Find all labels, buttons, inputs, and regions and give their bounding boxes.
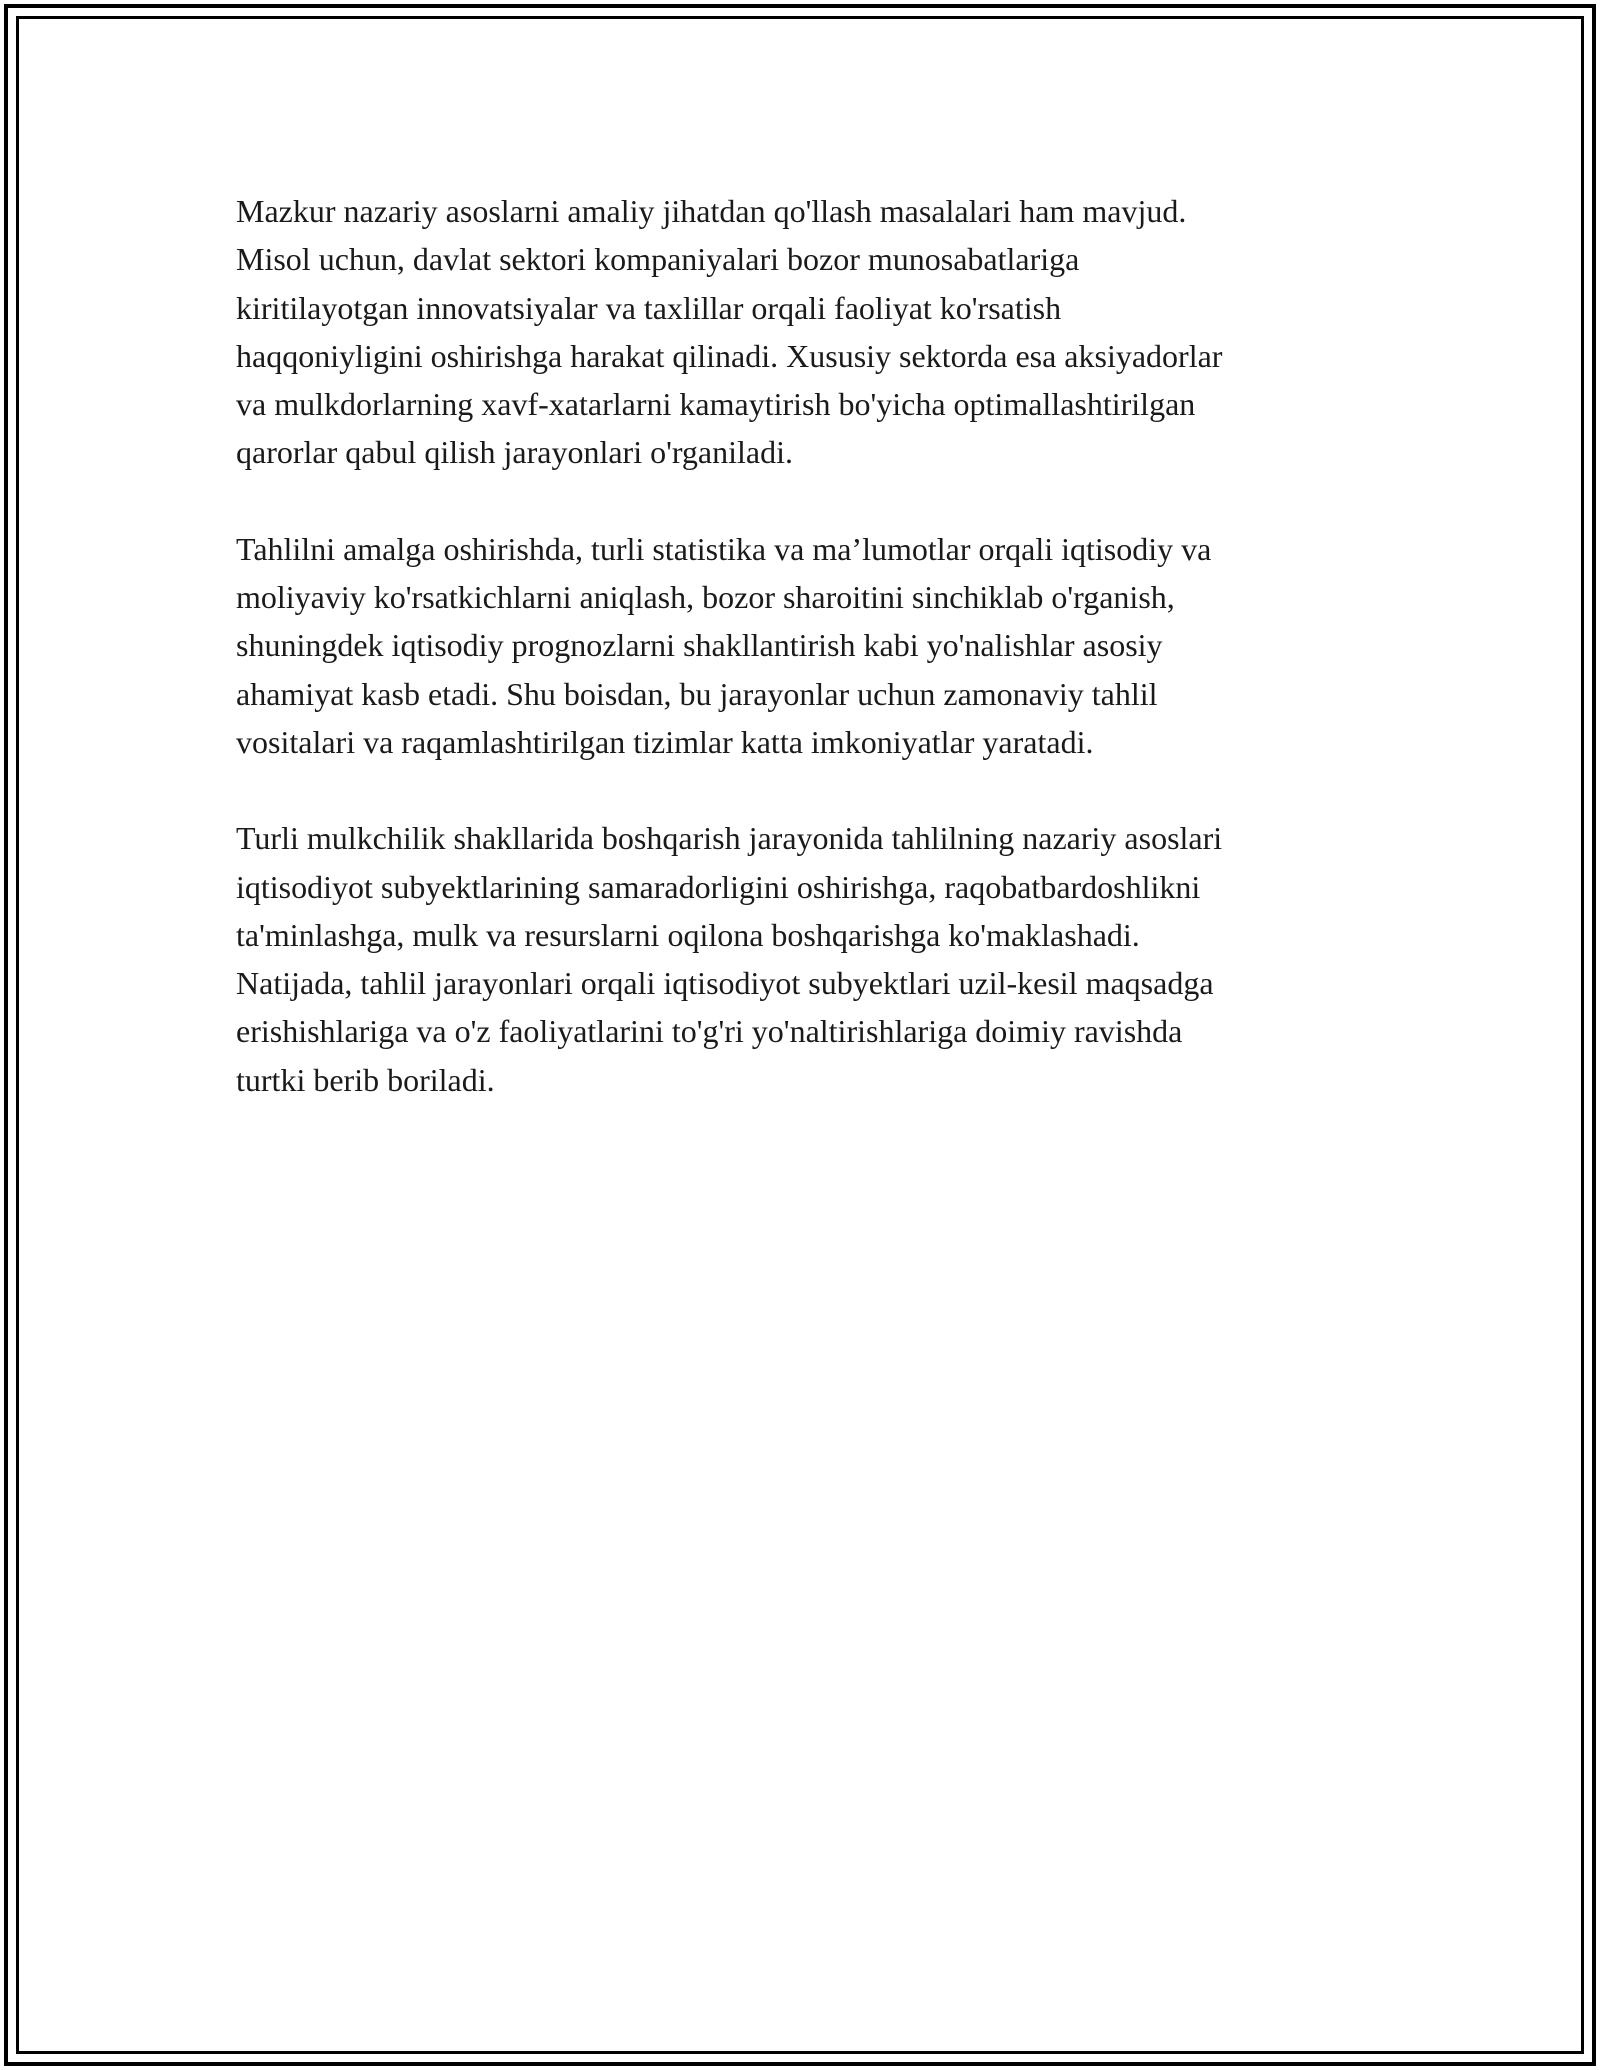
- paragraph-1: [236, 187, 1386, 477]
- document-body: [236, 187, 1386, 1152]
- text-line: vositalari va raqamlashtirilgan tizimlar katta imkoniyatlar yaratadi.: [236, 723, 1094, 760]
- text-line: turtki berib boriladi.: [236, 1061, 495, 1098]
- text-line: moliyaviy ko'rsatkichlarni aniqlash, bozor sharoitini sinchiklab o'rganish,: [236, 579, 1175, 616]
- text-line: Tahlilni amalga oshirishda, turli statistika va ma’lumotlar orqali iqtisodiy va: [236, 530, 1212, 567]
- text-line: Misol uchun, davlat sektori kompaniyalari bozor munosabatlariga: [236, 241, 1080, 278]
- paragraph-2: [236, 525, 1386, 766]
- text-line: ta'minlashga, mulk va resurslarni oqilona boshqarishga ko'maklashadi.: [236, 916, 1140, 953]
- paragraph-3: [236, 814, 1386, 1104]
- text-line: Natijada, tahlil jarayonlari orqali iqtisodiyot subyektlari uzil-kesil maqsadga: [236, 965, 1214, 1002]
- text-line: erishishlariga va o'z faoliyatlarini to'g'ri yo'naltirishlariga doimiy ravishda: [236, 1013, 1183, 1050]
- text-line: kiritilayotgan innovatsiyalar va taxlillar orqali faoliyat ko'rsatish: [236, 289, 1062, 326]
- text-line: shuningdek iqtisodiy prognozlarni shakllantirish kabi yo'nalishlar asosiy: [236, 627, 1163, 664]
- text-line: Mazkur nazariy asoslarni amaliy jihatdan qo'llash masalalari ham mavjud.: [236, 193, 1187, 229]
- text-line: ahamiyat kasb etadi. Shu boisdan, bu jarayonlar uchun zamonaviy tahlil: [236, 675, 1158, 712]
- text-line: va mulkdorlarning xavf-xatarlarni kamaytirish bo'yicha optimallashtirilgan: [236, 386, 1196, 423]
- text-line: iqtisodiyot subyektlarining samaradorligini oshirishga, raqobatbardoshlikni: [236, 868, 1201, 905]
- text-line: qarorlar qabul qilish jarayonlari o'rganiladi.: [236, 434, 793, 471]
- text-line: Turli mulkchilik shakllarida boshqarish jarayonida tahlilning nazariy asoslari: [236, 820, 1223, 857]
- text-line: haqqoniyligini oshirishga harakat qilinadi. Xususiy sektorda esa aksiyadorlar: [236, 337, 1223, 374]
